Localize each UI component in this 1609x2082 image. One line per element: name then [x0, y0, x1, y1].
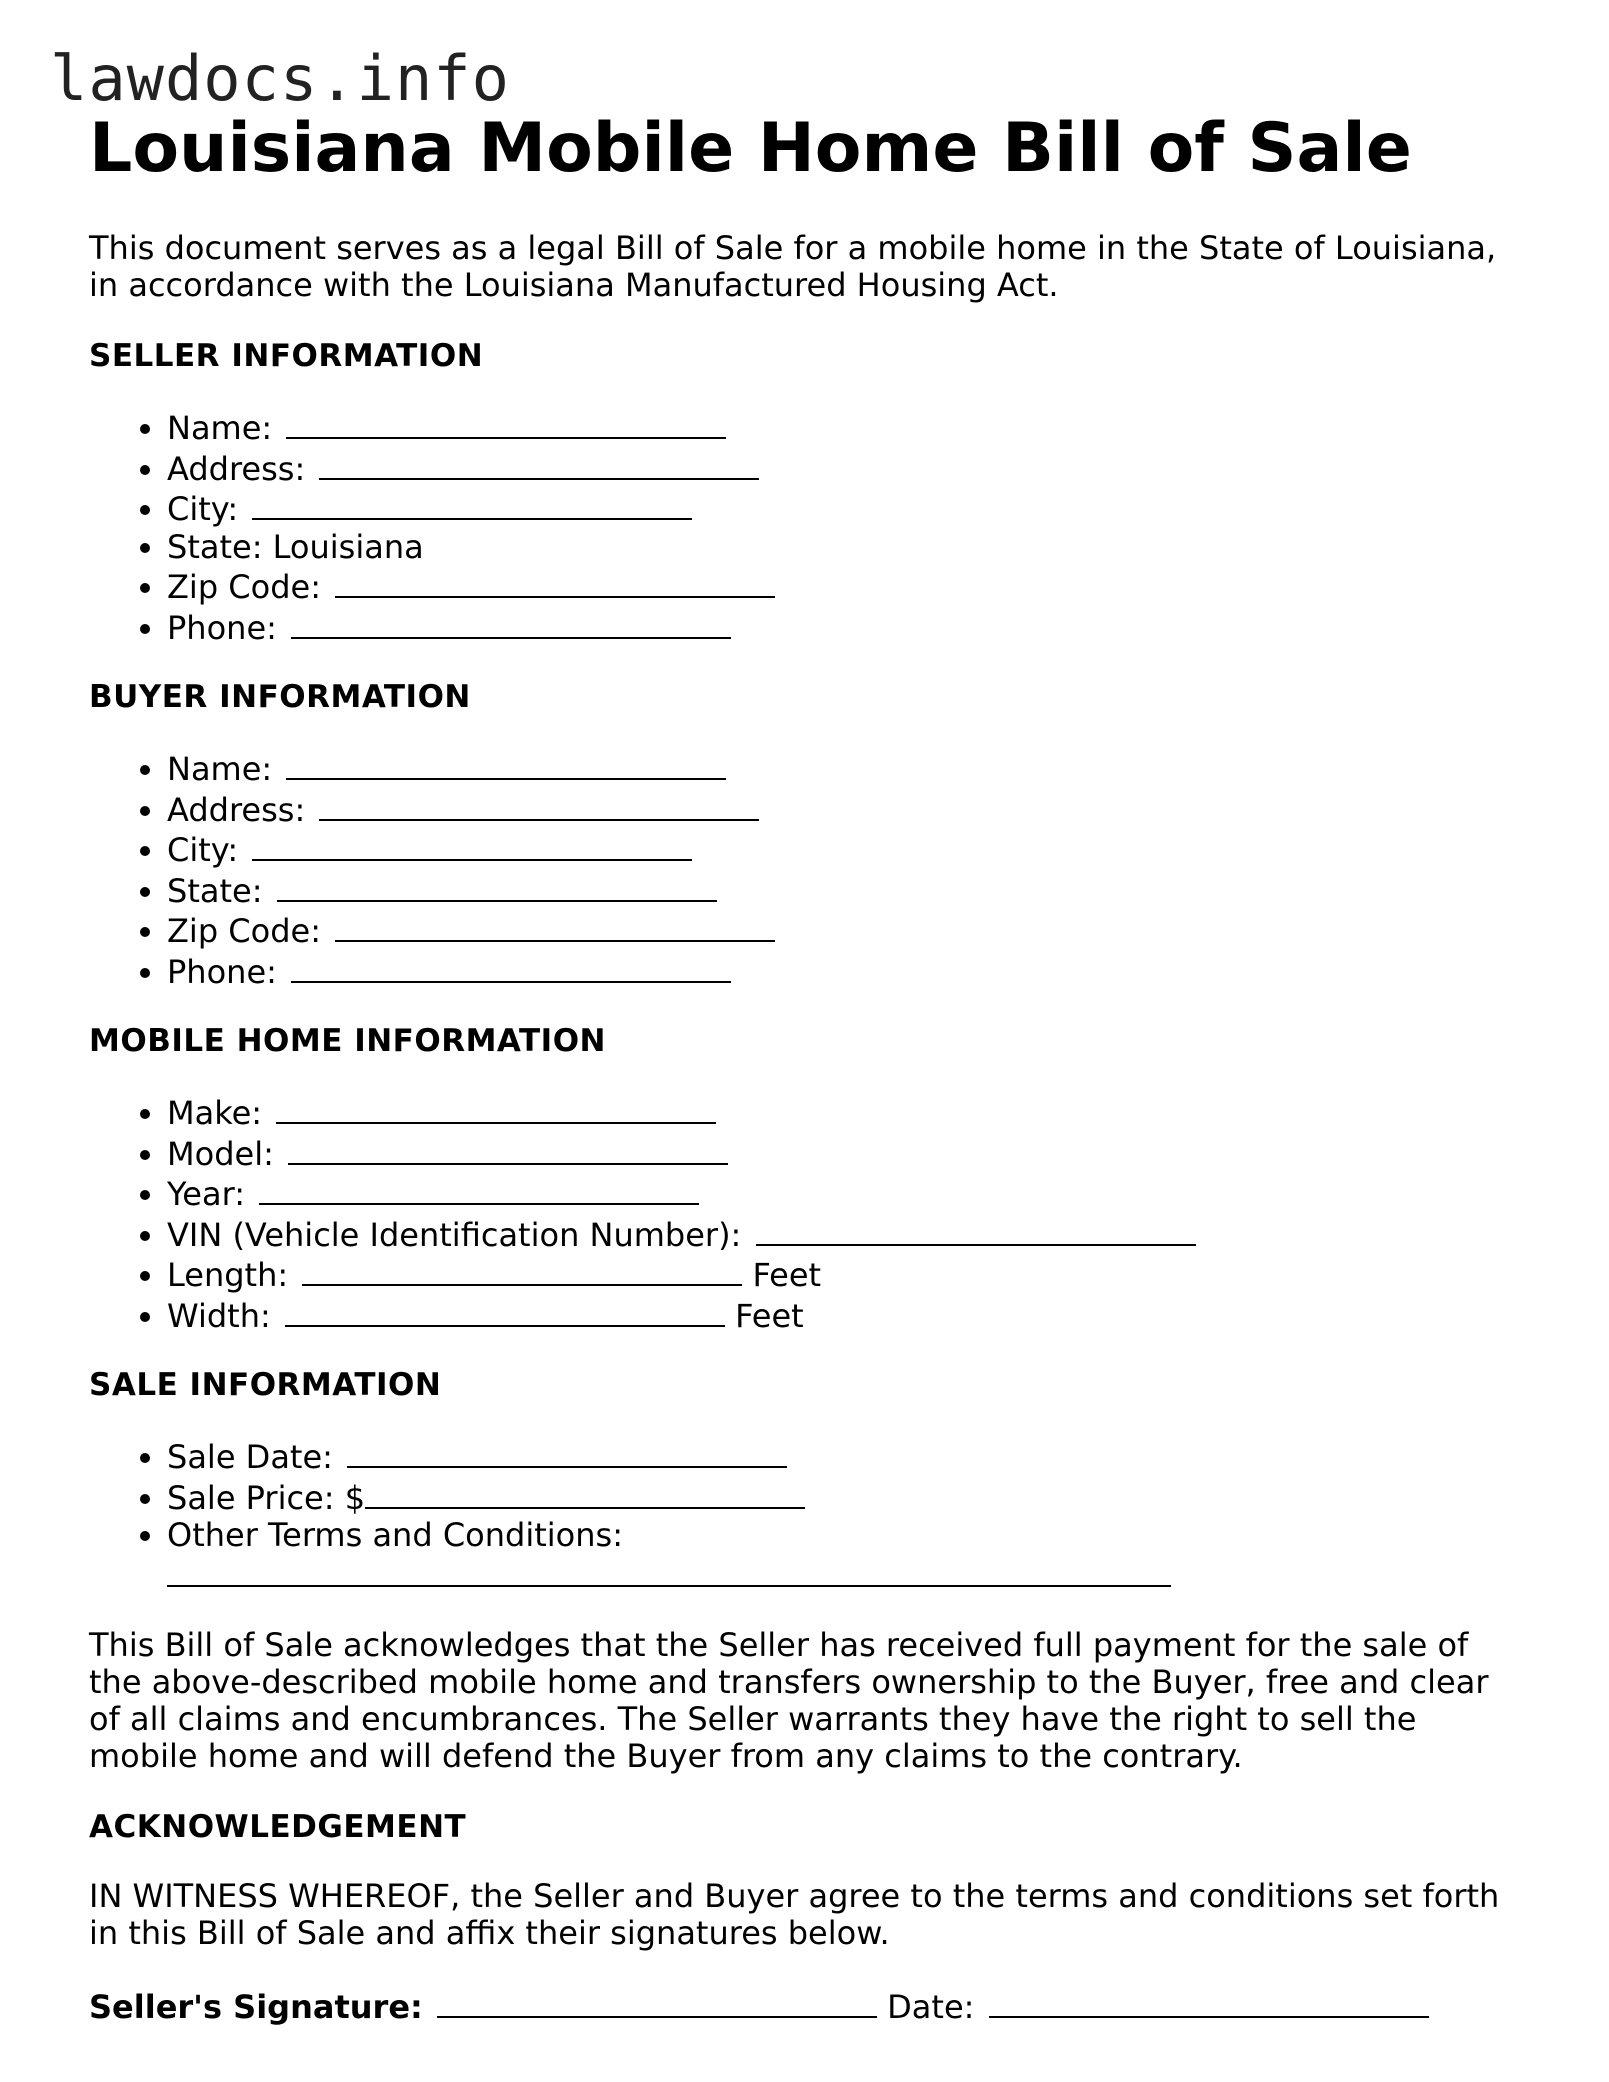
seller-signature-blank[interactable] — [437, 1986, 877, 2018]
acknowledgement-heading: ACKNOWLEDGEMENT — [89, 1809, 467, 1845]
buyer-address-blank[interactable] — [319, 789, 759, 821]
seller-phone-blank[interactable] — [291, 607, 731, 639]
buyer-state-field: • State: — [167, 870, 1529, 911]
seller-name-field: • Name: — [167, 407, 1529, 448]
home-model-field: • Model: — [167, 1133, 1529, 1174]
sale-price-blank[interactable] — [365, 1477, 805, 1509]
buyer-section — [89, 679, 1529, 991]
seller-city-blank[interactable] — [252, 488, 692, 520]
signature-date-label: Date: — [887, 1988, 975, 2026]
home-vin-blank[interactable] — [756, 1214, 1196, 1246]
buyer-heading: BUYER INFORMATION — [89, 679, 471, 715]
home-year-field: • Year: — [167, 1173, 1529, 1214]
sale-date-blank[interactable] — [347, 1436, 787, 1468]
buyer-name-blank[interactable] — [286, 748, 726, 780]
buyer-city-field: • City: — [167, 829, 1529, 870]
buyer-city-blank[interactable] — [252, 829, 692, 861]
buyer-fields — [89, 748, 1529, 991]
seller-section — [89, 338, 1529, 647]
mobile-home-fields — [89, 1092, 1529, 1335]
seller-address-blank[interactable] — [319, 448, 759, 480]
seller-zip-blank[interactable] — [335, 566, 775, 598]
seller-phone-field: • Phone: — [167, 607, 1529, 648]
width-unit: Feet — [735, 1296, 804, 1335]
buyer-phone-blank[interactable] — [291, 951, 731, 983]
acknowledgement-section — [89, 1809, 1529, 1952]
seller-signature-line — [89, 1986, 1529, 2026]
sale-terms-blank[interactable] — [167, 1555, 1171, 1587]
buyer-zip-field: • Zip Code: — [167, 910, 1529, 951]
seller-name-blank[interactable] — [286, 407, 726, 439]
home-make-blank[interactable] — [276, 1092, 716, 1124]
document-body — [89, 230, 1529, 2026]
sale-terms-field: • Other Terms and Conditions: — [167, 1517, 1529, 1595]
home-length-field: • Length: Feet — [167, 1254, 1529, 1295]
sale-date-field: • Sale Date: — [167, 1436, 1529, 1477]
home-year-blank[interactable] — [259, 1173, 699, 1205]
home-width-blank[interactable] — [285, 1295, 725, 1327]
buyer-address-field: • Address: — [167, 789, 1529, 830]
home-make-field: • Make: — [167, 1092, 1529, 1133]
seller-fields — [89, 407, 1529, 647]
witness-paragraph: IN WITNESS WHEREOF, the Seller and Buyer agree to the terms and conditions set forth in this Bill of Sale and affix their signatures below. — [89, 1877, 1500, 1952]
buyer-phone-field: • Phone: — [167, 951, 1529, 992]
buyer-zip-blank[interactable] — [335, 910, 775, 942]
acknowledgment-paragraph: This Bill of Sale acknowledges that the Seller has received full payment for the sale of the above-described mobile home and transfers ownership to the Buyer, free and clear of all claims and encumbrances. The Seller warrants they have the right to sell the mobile home and will defend the Buyer from any claims to the contrary. — [89, 1626, 1489, 1775]
length-unit: Feet — [752, 1256, 822, 1294]
sale-fields — [89, 1436, 1529, 1595]
seller-heading: SELLER INFORMATION — [89, 338, 484, 374]
seller-address-field: • Address: — [167, 448, 1529, 489]
sale-section — [89, 1367, 1529, 1595]
sale-price-field: • Sale Price: $ — [167, 1477, 1529, 1518]
home-vin-field: • VIN (Vehicle Identification Number): — [167, 1214, 1529, 1255]
buyer-state-blank[interactable] — [277, 870, 717, 902]
site-watermark: lawdocs.info — [50, 42, 510, 115]
intro-paragraph: This document serves as a legal Bill of Sale for a mobile home in the State of Louisiana, in accordance with the Louisiana Manufactured Housing Act. — [89, 229, 1497, 304]
seller-signature-label: Seller's Signature: — [89, 1988, 423, 2026]
home-width-field: • Width: Feet — [167, 1295, 1529, 1336]
seller-state-field: • State: Louisiana — [167, 529, 1529, 567]
mobile-home-section — [89, 1023, 1529, 1335]
seller-zip-field: • Zip Code: — [167, 566, 1529, 607]
home-model-blank[interactable] — [288, 1133, 728, 1165]
signature-date-blank[interactable] — [989, 1986, 1429, 2018]
seller-city-field: • City: — [167, 488, 1529, 529]
page-title: Louisiana Mobile Home Bill of Sale — [89, 109, 1412, 188]
sale-heading: SALE INFORMATION — [89, 1367, 442, 1403]
mobile-home-heading: MOBILE HOME INFORMATION — [89, 1023, 606, 1059]
buyer-name-field: • Name: — [167, 748, 1529, 789]
home-length-blank[interactable] — [302, 1254, 742, 1286]
